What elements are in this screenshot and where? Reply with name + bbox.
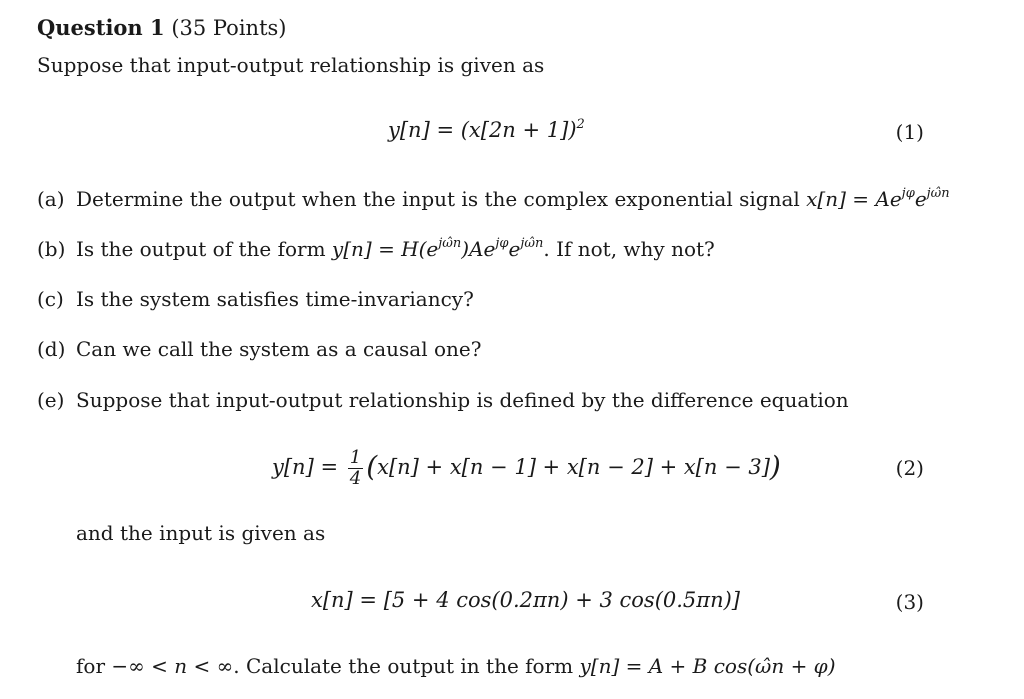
item-b-text: Is the output of the form $y[n] = H(e^{j\omegân})Ae^{j\varphi}e^{j\omegân}$. If not, why not? bbox=[76, 236, 715, 261]
final-math-form: y[n] = A + B cos(ω̂n + φ) bbox=[579, 654, 836, 678]
equation-2-fraction: $\frac{1}{4}$ bbox=[349, 447, 362, 489]
equation-1 bbox=[0, 116, 1024, 156]
equation-3 bbox=[0, 586, 1024, 626]
equation-3-number: (3) bbox=[895, 590, 924, 614]
final-math-range: −∞ < n < ∞ bbox=[111, 654, 234, 678]
equation-3-body: x[n] = [5 + 4 cos(0.2πn) + 3 cos(0.5πn)] bbox=[311, 588, 740, 612]
equation-2-number: (2) bbox=[895, 456, 924, 480]
and-text: and the input is given as bbox=[76, 521, 326, 545]
item-a-label: (a) bbox=[37, 187, 65, 211]
question-title bbox=[37, 15, 286, 40]
equation-2-body: y[n] = $\frac{1}{4}$ (x[n] + x[n − 1] + x[n − 2] + x[n − 3]) bbox=[272, 447, 781, 489]
item-b-label: (b) bbox=[37, 237, 66, 261]
item-e-label: (e) bbox=[37, 388, 65, 412]
item-a-text: Determine the output when the input is the complex exponential signal $x[n] = Ae^{j\varphi}e^{j\omegân}$ bbox=[76, 186, 950, 211]
equation-1-body: $y[n] = (x[2n + 1])^2$ bbox=[388, 117, 585, 142]
equation-1-number: (1) bbox=[895, 120, 924, 144]
item-d-text: Can we call the system as a causal one? bbox=[76, 337, 482, 361]
item-d-label: (d) bbox=[37, 337, 66, 361]
item-c-label: (c) bbox=[37, 287, 64, 311]
intro-text: Suppose that input-output relationship is given as bbox=[37, 53, 545, 77]
item-c-text: Is the system satisfies time-invariancy? bbox=[76, 287, 474, 311]
question-points: (35 Points) bbox=[171, 16, 287, 40]
equation-2 bbox=[0, 440, 1024, 496]
item-b-math: $y[n] = H(e^{j\omegân})Ae^{j\varphi}e^{j\omegân}$ bbox=[331, 236, 544, 261]
equation-1-exponent: 2 bbox=[576, 117, 585, 132]
item-a-math: $x[n] = Ae^{j\varphi}e^{j\omegân}$ bbox=[806, 186, 950, 211]
final-text: for −∞ < n < ∞. Calculate the output in the form y[n] = A + B cos(ω̂n + φ) bbox=[76, 654, 836, 678]
question-number: Question 1 bbox=[37, 15, 165, 40]
item-e-text: Suppose that input-output relationship is defined by the difference equation bbox=[76, 388, 849, 412]
